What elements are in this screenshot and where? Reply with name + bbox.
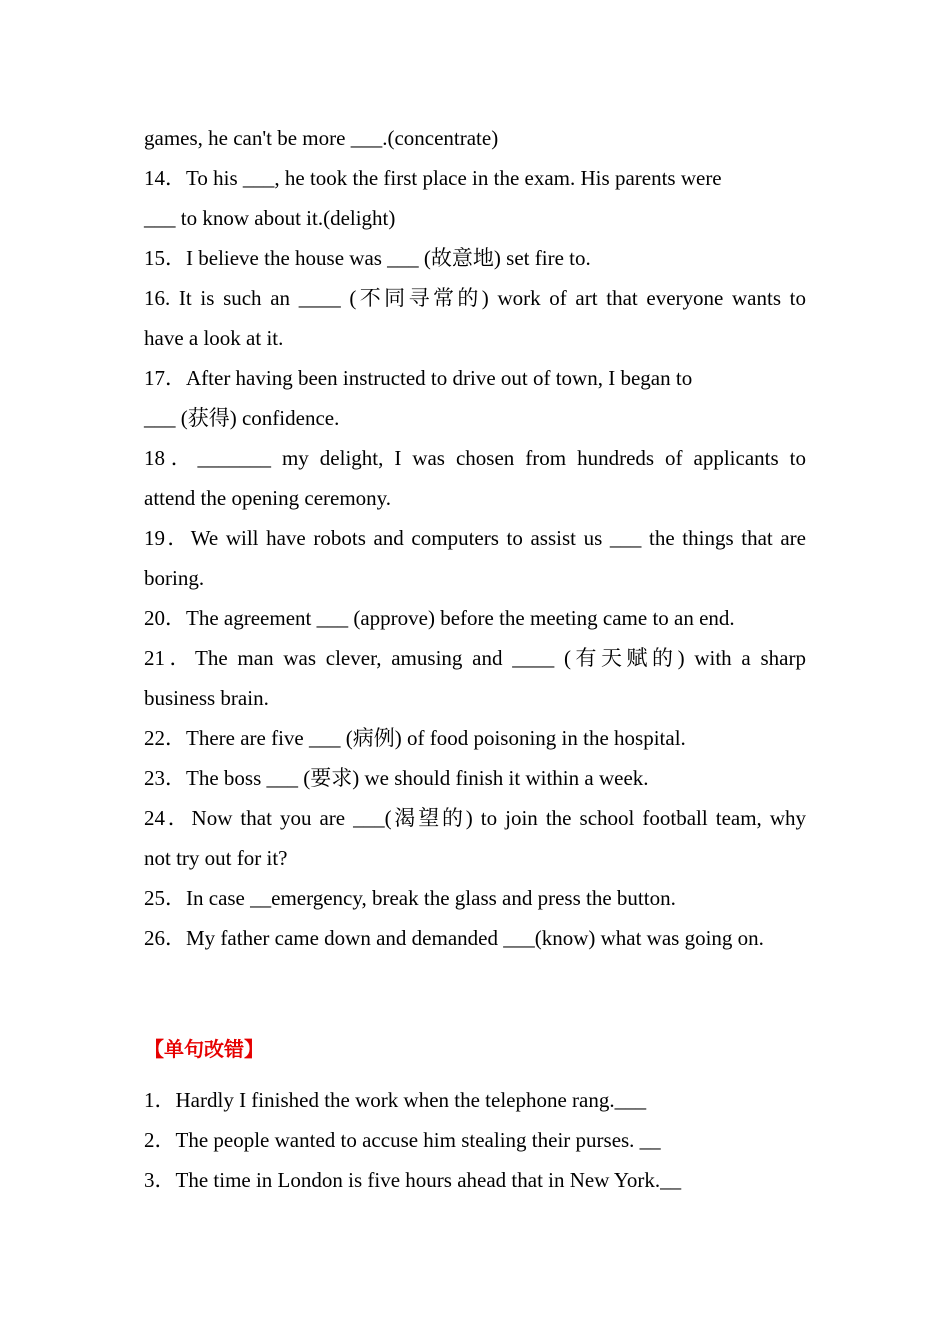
question-15: 15．I believe the house was ___ (故意地) set fire to.	[144, 246, 591, 270]
correction-item: 3．The time in London is five hours ahead that in New York.__	[144, 1168, 682, 1192]
text-line: ___ (获得) confidence.	[144, 406, 340, 430]
text-line: attend the opening ceremony.	[144, 486, 392, 510]
question-16: 16. It is such an ____ (不同寻常的) work of art that everyone wants to	[144, 286, 806, 310]
exercise-fill-in-list	[144, 118, 806, 958]
text-line: business brain.	[144, 686, 269, 710]
text-line: games, he can't be more ___.(concentrate)	[144, 126, 499, 150]
question-22: 22．There are five ___ (病例) of food poisoning in the hospital.	[144, 726, 686, 750]
question-25: 25．In case __emergency, break the glass and press the button.	[144, 886, 676, 910]
question-18: 18．_______ my delight, I was chosen from hundreds of applicants to	[144, 446, 806, 470]
correction-item: 2．The people wanted to accuse him stealing their purses. __	[144, 1128, 661, 1152]
question-24: 24．Now that you are ___(渴望的) to join the school football team, why	[144, 806, 806, 830]
text-line: boring.	[144, 566, 205, 590]
text-line: ___ to know about it.(delight)	[144, 206, 396, 230]
question-19: 19．We will have robots and computers to assist us ___ the things that are	[144, 526, 806, 550]
question-23: 23．The boss ___ (要求) we should finish it within a week.	[144, 766, 649, 790]
question-21: 21．The man was clever, amusing and ____ (有天赋的) with a sharp	[144, 646, 806, 670]
error-correction-list	[144, 1080, 806, 1200]
question-20: 20．The agreement ___ (approve) before the meeting came to an end.	[144, 606, 735, 630]
section-title: 【单句改错】	[144, 1037, 264, 1061]
question-17: 17．After having been instructed to drive out of town, I began to	[144, 366, 693, 390]
text-line: have a look at it.	[144, 326, 284, 350]
question-26: 26．My father came down and demanded ___(know) what was going on.	[144, 926, 764, 950]
text-line: not try out for it?	[144, 846, 288, 870]
question-14: 14．To his ___, he took the first place in the exam. His parents were	[144, 166, 722, 190]
correction-item: 1．Hardly I finished the work when the telephone rang.___	[144, 1088, 647, 1112]
